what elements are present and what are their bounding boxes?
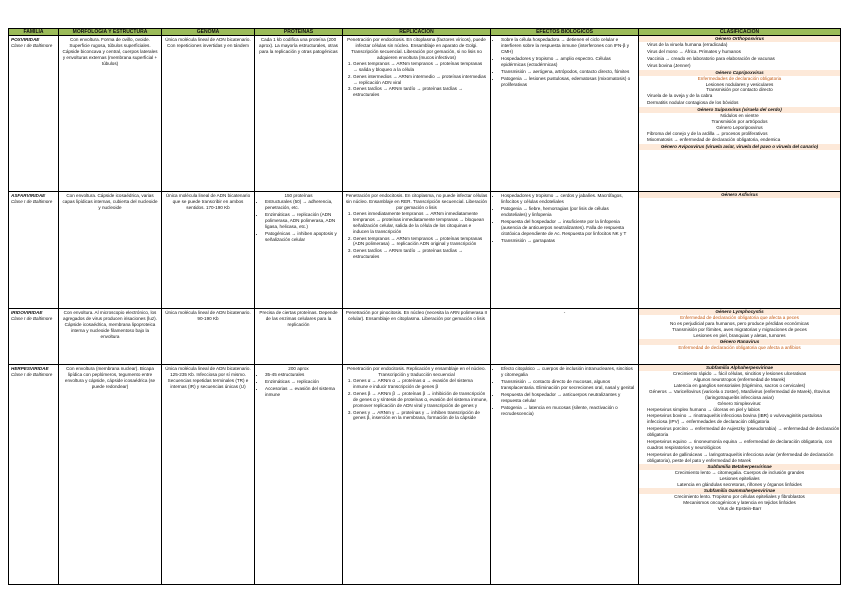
family-cell (9, 192, 59, 309)
protein-item: • 35-45 estructurales (265, 372, 340, 378)
family-name: IRIDOVIRIDAE (11, 310, 43, 316)
class-note: Lesiones epiteliales (719, 476, 760, 482)
class-item: • Herpesvirus porcino → enfermedad de Aujeszky (pseudorrabia) → enfermedad de declaración obligatoria (647, 426, 840, 438)
replication-cell (343, 365, 491, 585)
morphology-cell: Con envoltura. Cápside icosaédrica, varias capas lipídicas internas, cubierta del nucleoide y nucleoide (59, 192, 162, 309)
genus-title: Género Asfivirus (639, 192, 840, 198)
class-note: Enfermedad de declaración obligatoria que afecta a peces (680, 315, 799, 321)
header-genoma: GENOMA (162, 29, 255, 36)
replication-step: 3. Genes tardíos → ARNm tardío → proteínas tardías → estructurales (353, 248, 488, 260)
subfamily-title: Subfamilia Gammaherpesvirinae (639, 488, 840, 494)
class-item: • Fibroma del conejo y de la ardilla → procesos proliferativos (647, 131, 840, 137)
proteins-cell (255, 192, 343, 309)
class-item: • Vaccinia → creado en laboratorio para elaboración de vacunas (647, 56, 840, 62)
genome-cell: Única molécula lineal de ADN bicatenario. 90-190 Kb (162, 309, 255, 365)
classification-cell (639, 309, 841, 365)
protein-item: • Enzimáticas → replicación (ADN polimerasa, ADN polimerasa, ADN ligasa, helicasa, etc.) (265, 212, 340, 230)
class-item: • Virus bovina (Jenner) (647, 63, 840, 69)
baltimore-class: Clase I de Baltimore (11, 199, 53, 205)
header-replicacion: REPLICACIÓN (343, 29, 491, 36)
class-note: Algunos neurotropos (enfermedad de Marek) (693, 377, 786, 383)
class-item: • Herpesvirus bovino → rinotraqueítis infecciosa bovina (IBR) o vulvovaginitis pustulosa infecciosa (IPV) → enfermedades de declaración obligatoria (647, 413, 840, 425)
protein-item: • Accesorias → evasión del sistema inmune (265, 386, 340, 398)
subfamily-title: Subfamilia Betaherpesvirinae (639, 464, 840, 470)
effects-cell (491, 192, 639, 309)
class-note: Lesiones nodulares y vesiculares (705, 81, 774, 87)
class-note: Transmisión por fómites, aves migratorias y migraciones de peces (672, 327, 807, 333)
class-item: • Virus del mono → África. Primates y humanos (647, 49, 840, 55)
genome-cell: Única molécula lineal de ADN bicatenario. Con repeticiones invertidas y en tándem (162, 36, 255, 192)
classification-cell (639, 192, 841, 309)
classification-cell (639, 36, 841, 192)
replication-cell (343, 192, 491, 309)
class-note: Enfermedades de declaración obligatoria (697, 75, 782, 81)
proteins-cell: Cada 1 kb codifica una proteína (200 aprox). La mayoría estructurales, otras para la replicación y otras patogénicas (255, 36, 343, 192)
effects-cell (491, 36, 639, 192)
table-row (9, 36, 841, 192)
genus-title: Género Capripoxvirus (639, 70, 840, 76)
effect-item: • Efecto citopático → cuerpos de inclusión intranucleares, sincitios y citomegalia (501, 366, 636, 378)
family-cell (9, 309, 59, 365)
genome-cell: Única molécula lineal de ADN bicatenario que se puede transcribir en ambos sentidos. 170-190 Kb (162, 192, 255, 309)
replication-intro: Penetración por endocitosis. Replicación y ensamblaje en el núcleo. Transcripción y traducción secuencial (347, 366, 486, 378)
family-cell (9, 36, 59, 192)
effect-item: • Respuesta del hospedador → insuficiente por la linfopenia (ausencia de anticuerpos neutralizantes). Falla de respuesta citotóxica dependiente de Ac. Respuesta por linfocitos NK y T (501, 219, 636, 237)
replication-cell (343, 36, 491, 192)
header-efectos: EFECTOS BIOLÓGICOS (491, 29, 639, 36)
table-row (9, 192, 841, 309)
effects-cell: - (491, 309, 639, 365)
class-note: Mecanismos oncogénicos y latencia en tejidos linfoides (683, 499, 796, 505)
effect-item: • Patogenia → lesiones pustulosas, edematosas (mixomatosis) o proliferativas (501, 76, 636, 88)
morphology-cell: Con envoltura. Forma de ovillo, ovoide. Superficie rugosa, túbulos superficiales. Cápside biconcava y central, cuerpos laterales y envolturas externas (membrana superficial + túbulos) (59, 36, 162, 192)
class-note: Virus de Epstein-Barr (717, 505, 762, 511)
family-cell (9, 365, 59, 585)
baltimore-class: Clase I de Baltimore (11, 372, 53, 378)
replication-step: 3. Genes γ → ARNm γ → proteínas γ → inhiben transcripción de genes β, inserción en la membrana, formación de la cápside (353, 410, 488, 422)
class-note: Crecimiento rápido → fácil células, sincitios y lesiones ulcerativas (672, 371, 807, 377)
replication-intro: Penetración por endocitosis. En citoplasma (factores víricos), puede infectar células sin núcleo. Ensamblaje en aparato de Golgi. Transcripción secuencial. Liberación por gemación, si no lisis no adquieren envoltura (mucos infectivos) (347, 37, 486, 61)
effect-item: • Transmisión → aerógena, artrópodos, contacto directo, fómites (501, 69, 636, 75)
genus-title: Género Suipoxvirus (viruela del cerdo) (639, 107, 840, 113)
effects-cell (491, 365, 639, 585)
effect-item: • Hospedadores y tropismo → amplio espectro. Células epidérmicas (ectodérmicas) (501, 56, 636, 68)
table-row (9, 365, 841, 585)
family-name: POXVIRIDAE (11, 37, 40, 43)
header-clasificacion: CLASIFICACIÓN (639, 29, 841, 36)
table-row (9, 309, 841, 365)
replication-intro: Penetración por endocitosis. En citoplasma, no puede infectar células sin núcleo. Ensamblaje en RER. Transcripción secuencial. Liberación por gemación o lisis (345, 193, 488, 211)
genome-cell: Única molécula lineal de ADN bicatenario. 125-235 Kb. Infecciosa por sí mismo. Secuencias repetidas terminales (TR) e internas (IR) y secuencias únicas (U) (162, 365, 255, 585)
header-familia: FAMILIA (9, 29, 59, 36)
class-note: Transmisión por artrópodos (711, 118, 768, 124)
protein-item: • Enzimáticas → replicación (265, 379, 340, 385)
morphology-cell: Con envoltura (membrana nuclear). Bicapa lipídica con peplómeros, tegumento entre envoltura y cápside, cápside icosaédrica (se puede redondear) (59, 365, 162, 585)
effect-item: • Patogenia → latencia en mucosas (silente, reactivación o recrudescencia) (501, 405, 636, 417)
genus-title: Género Avipoxvirus (viruela aviar, viruela del pavo o viruela del canario) (639, 144, 840, 150)
class-note: Enfermedad de declaración obligatoria que afecta a anfibios (678, 344, 801, 350)
effect-item: • Transmisión → contacto directo de mucosas, algunos transplacentaria. Eliminación por secreciones oral, nasal y genital (501, 379, 636, 391)
class-note: Transmisión por contacto directo (706, 87, 773, 93)
classification-cell (639, 365, 841, 585)
morphology-cell: Con envoltura. Al microscopio electrónico, los agregados de virus producen irisaciones (luz). Cápside icosaédrica, membrana lipoproteica interna y nucleoide filamentoso bajo la envoltura (59, 309, 162, 365)
virus-table (8, 28, 841, 585)
class-item: • Herpesvirus de gallináceas → laringotraqueítis infecciosa aviar (enfermedad de declaración obligatoria), peste del pato y enfermedad de Marek (647, 452, 840, 464)
replication-step: 2. Genes tempranos → ARNm tempranos → proteínas tempranas (ADN polimerasa) → replicación ADN original y transcripción (353, 236, 488, 248)
replication-step: 3. Genes tardíos → ARNm tardío → proteínas tardías → estructurales (353, 86, 488, 98)
family-name: HERPESVIRIDAE (11, 366, 49, 372)
proteins-cell: Precisa de ciertas proteínas. Depende de las enzimas celulares para la replicación (255, 309, 343, 365)
proteins-title: 150 proteínas (284, 193, 313, 199)
class-note: Crecimiento lento. Tropismo por células epiteliales y fibroblastos (674, 493, 805, 499)
class-note: Género Leporipoxvirus (716, 124, 763, 130)
class-note: No es perjudicial para humanos, pero produce pérdidas económicas (670, 321, 809, 327)
genus-title: Género Orthopoxvirus (639, 36, 840, 42)
header-proteinas: PROTEÍNAS (255, 29, 343, 36)
replication-step: 2. Genes intermedios → ARNm intermedio → proteínas intermedias → replicación ADN viral (353, 74, 488, 86)
class-note: Géneros → Varicellovirus (varicela o zoster), Mardivirus (enfermedad de Marek), Iltovirus (laringotraqueítis infecciosa aviar) (649, 388, 830, 400)
family-name: ASFARVIRIDAE (11, 193, 46, 199)
class-note: Latencia en glándulas secretoras, riñones y órganos linfoides (677, 482, 802, 488)
replication-step: 1. Genes tempranos → ARNm tempranos → proteínas tempranas → salida y bloqueo a la célula (353, 61, 488, 73)
class-item: • Herpesvirus simplex humano → úlceras en piel y labios (647, 407, 840, 413)
effect-item: • Patogenia → fiebre, hemorragias (por lisis de células endoteliales) y linfopenia (501, 206, 636, 218)
header-row (9, 29, 841, 36)
class-note: Latencia en ganglios sensoriales (trigémino, sacros o cervicales) (673, 383, 806, 389)
replication-step: 2. Genes β → ARNm β → proteínas β → inhibición de transcripción de genes α y síntesis de proteínas α, evasión del sistema inmune, promover replicación de ADN viral y transcripción de genes γ (353, 391, 488, 409)
genus-title: Género Ranavirus (639, 339, 840, 345)
effect-item: • Hospedadores y tropismo → cerdos y jabalíes. Macrófagos, linfocitos y células endoteliales (501, 193, 636, 205)
genus-title: Género Lymphocystis (639, 309, 840, 315)
effect-item: • Respuesta del hospedador → anticuerpos neutralizantes y respuesta celular (501, 392, 636, 404)
protein-item: • Estructurales (50) → adherencia, penetración, etc. (265, 199, 340, 211)
baltimore-class: Clase I de Baltimore (11, 43, 53, 49)
class-item: • Virus de la viruela humana (erradicada) (647, 42, 840, 48)
proteins-cell (255, 365, 343, 585)
class-note: Crecimiento lento → citomegalia. Cuerpos de inclusión grandes (674, 470, 805, 476)
effect-item: • Sobre la célula hospedadora → detienen el ciclo celular e interfieren sobre la respuesta inmune (interferones con IFN-β y CMH) (501, 37, 636, 55)
class-note: Género Simplexvirus: (717, 400, 762, 406)
class-item: • Mixomatosis → enfermedad de declaración obligatoria, endemica (647, 137, 840, 143)
header-morfologia: MORFOLOGÍA Y ESTRUCTURA (59, 29, 162, 36)
class-note: Lesiones en piel, branquias y aletas, tumores (693, 332, 786, 338)
class-item: • Viruela de la oveja y de la cabra (647, 93, 840, 99)
class-item: • Herpesvirus equino → rinoneumonía equina → enfermedad de declaración obligatoria, con cuadros respiratorios y neurológicos (647, 439, 840, 451)
baltimore-class: Clase I de Baltimore (11, 316, 53, 322)
class-note: Nódulos en vientre (720, 112, 759, 118)
replication-step: 1. Genes α → ARNm α → proteínas α → evasión del sistema inmune e inducir transcripción de genes β (353, 378, 488, 390)
effect-item: • Transmisión → garrapatas (501, 238, 636, 244)
subfamily-title: Subfamilia Alphaherpesvirinae (639, 365, 840, 371)
class-item: • Dermatitis nodular contagiosa de los bóvidos (647, 100, 840, 106)
proteins-title: 200 aprox (288, 366, 309, 372)
replication-cell: Penetración por pinocitosis. En núcleo (necesita la ARN polimerasa II celular). Ensamblaje en citoplasma. Liberación por gemación o lisis (343, 309, 491, 365)
protein-item: • Patogénicas → inhiben apoptosis y señalización celular (265, 231, 340, 243)
replication-step: 1. Genes inmediatamente tempranos → ARNm inmediatamente tempranos → proteínas inmediatamente tempranas → bloquean señalización celular, salida de la célula de los citoquinas e inducen la transcripción (353, 211, 488, 235)
